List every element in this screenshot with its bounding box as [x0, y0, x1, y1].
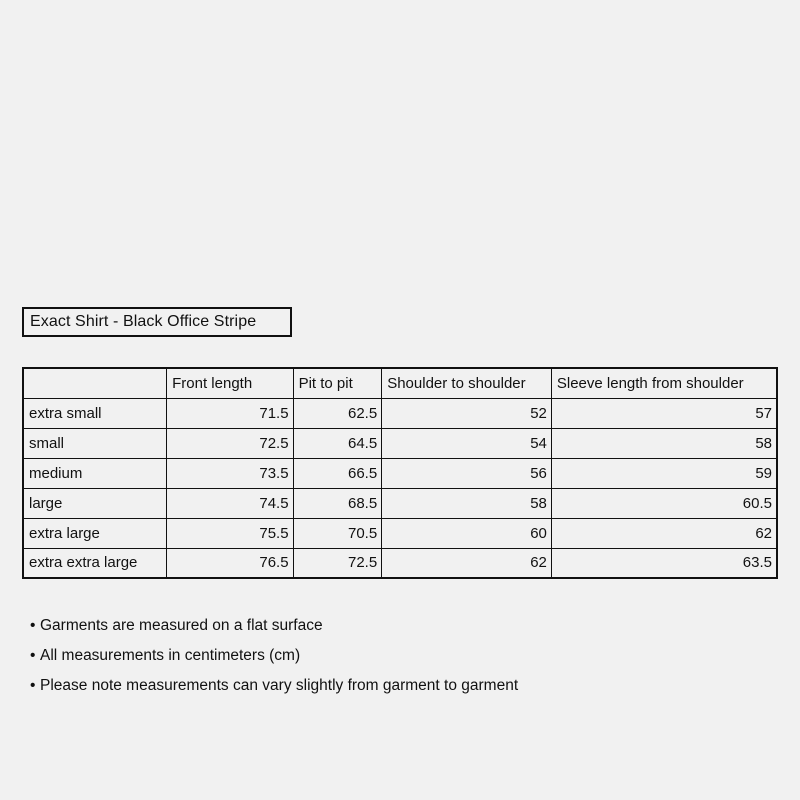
note-item	[30, 642, 518, 672]
header-sleeve-length: Sleeve length from shoulder	[551, 368, 777, 398]
size-chart-table	[22, 367, 778, 579]
pit-to-pit-value: 68.5	[293, 488, 382, 518]
note-text: Please note measurements can vary slightly from garment to garment	[40, 677, 519, 694]
header-size	[23, 368, 167, 398]
front-length-value: 75.5	[167, 518, 293, 548]
sleeve-value: 60.5	[551, 488, 777, 518]
bullet-icon: •	[30, 647, 36, 664]
note-item	[30, 612, 518, 642]
header-front-length: Front length	[167, 368, 293, 398]
front-length-value: 74.5	[167, 488, 293, 518]
header-shoulder-to-shoulder: Shoulder to shoulder	[382, 368, 552, 398]
measurement-notes	[30, 612, 518, 702]
shoulder-value: 56	[382, 458, 552, 488]
table-header-row	[23, 368, 777, 398]
sleeve-value: 59	[551, 458, 777, 488]
table-row	[23, 488, 777, 518]
size-label: extra small	[23, 398, 167, 428]
table-row	[23, 458, 777, 488]
header-pit-to-pit: Pit to pit	[293, 368, 382, 398]
pit-to-pit-value: 64.5	[293, 428, 382, 458]
note-item	[30, 672, 518, 702]
front-length-value: 76.5	[167, 548, 293, 578]
table-row	[23, 548, 777, 578]
product-title: Exact Shirt - Black Office Stripe	[22, 307, 292, 337]
sleeve-value: 63.5	[551, 548, 777, 578]
shoulder-value: 58	[382, 488, 552, 518]
shoulder-value: 62	[382, 548, 552, 578]
table-row	[23, 398, 777, 428]
size-label: extra extra large	[23, 548, 167, 578]
size-label: small	[23, 428, 167, 458]
front-length-value: 71.5	[167, 398, 293, 428]
size-label: extra large	[23, 518, 167, 548]
shoulder-value: 52	[382, 398, 552, 428]
bullet-icon: •	[30, 677, 36, 694]
sleeve-value: 58	[551, 428, 777, 458]
front-length-value: 73.5	[167, 458, 293, 488]
pit-to-pit-value: 62.5	[293, 398, 382, 428]
sleeve-value: 62	[551, 518, 777, 548]
shoulder-value: 60	[382, 518, 552, 548]
size-label: large	[23, 488, 167, 518]
pit-to-pit-value: 72.5	[293, 548, 382, 578]
shoulder-value: 54	[382, 428, 552, 458]
size-label: medium	[23, 458, 167, 488]
front-length-value: 72.5	[167, 428, 293, 458]
note-text: Garments are measured on a flat surface	[40, 617, 323, 634]
pit-to-pit-value: 66.5	[293, 458, 382, 488]
table-row	[23, 428, 777, 458]
bullet-icon: •	[30, 617, 36, 634]
note-text: All measurements in centimeters (cm)	[40, 647, 301, 664]
pit-to-pit-value: 70.5	[293, 518, 382, 548]
sleeve-value: 57	[551, 398, 777, 428]
table-row	[23, 518, 777, 548]
